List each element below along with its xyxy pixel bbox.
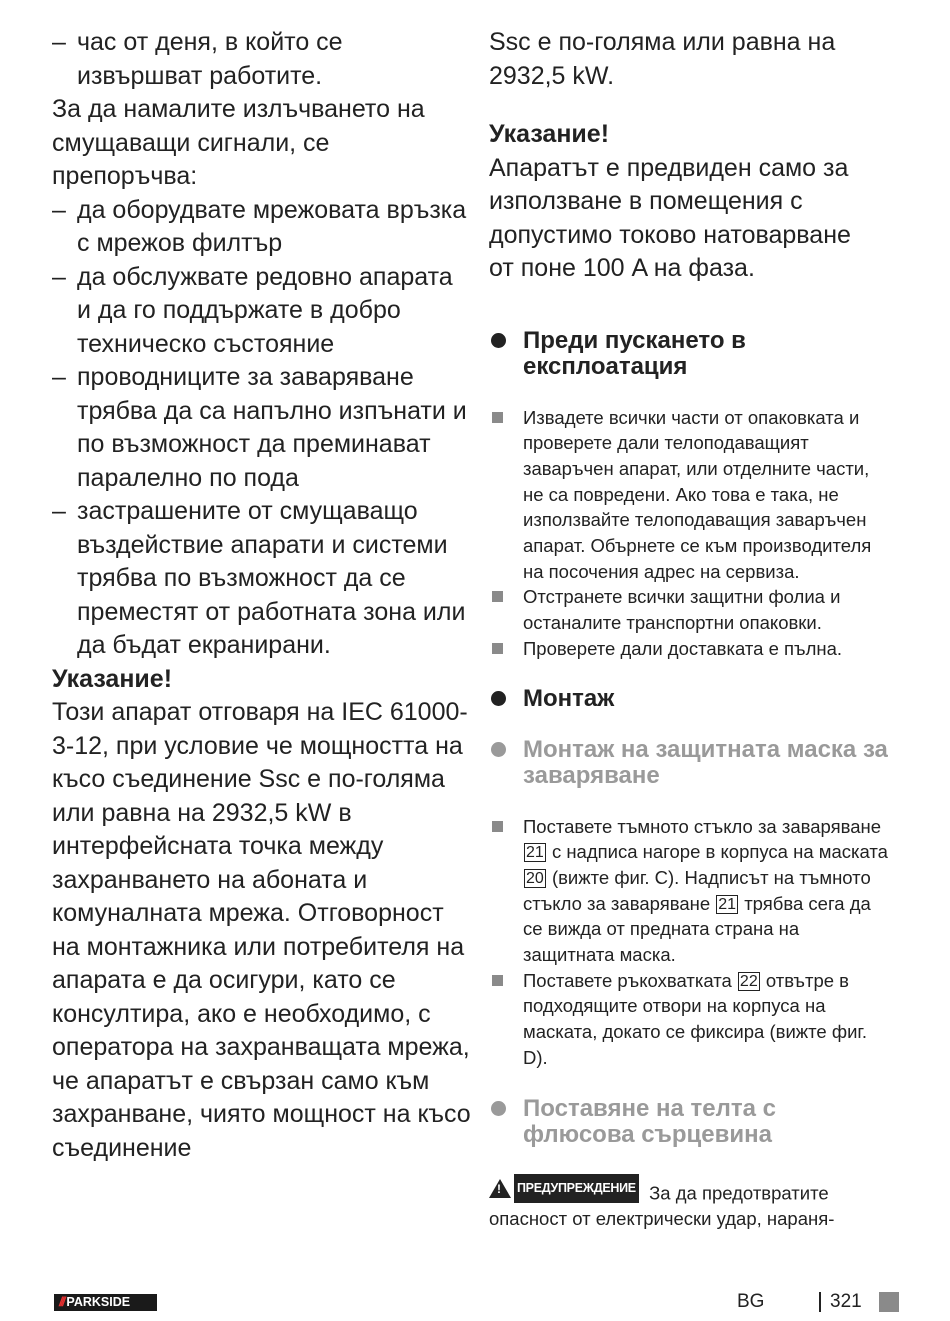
bullet-dot-icon [491,1101,506,1116]
left-column [52,26,472,1165]
part-reference: 21 [526,844,544,862]
warning-badge [489,1174,639,1204]
before-use-list [489,405,899,662]
text-segment: (вижте фиг. C). Надписът на тъмното стъкло за заваряване [523,866,871,914]
section-heading-assembly [489,686,899,712]
list-item: Извадете всички части от опаковката и проверете дали телоподаващият заваръчен апарат, или отделните части, не са повредени. Ако това е така, не използвайте телоподаващия заваръчен апарат. Обърнете се към производителя на посочения адрес на сервиза. [489,405,889,585]
mask-list [489,814,899,1071]
text-segment: Поставете тъмното стъкло за заваряване [523,815,882,837]
part-reference: 21 [718,895,737,913]
list-item: Проверете дали доставката е пълна. [489,636,889,662]
intro-dash-item: – час от деня, в който се извършват работите. [52,26,472,93]
text-segment: трябва сега да се вижда от предната страна на защитната маска. [523,892,871,966]
warning-label: ПРЕДУПРЕЖДЕНИЕ [514,1174,639,1204]
continued-text: Ssc е по-голяма или равна на 2932,5 kW. [489,28,836,90]
section-title: Поставяне на телта с флюсова сърцевина [523,1094,776,1148]
note-heading: Указание! [489,120,610,148]
list-item: – проводниците за заваряване трябва да са напълно изпънати и по възможност да преминават паралелно по пода [52,361,472,495]
section-title: Монтаж на защитната маска за заваряване [523,735,888,789]
section-heading-before-use [489,328,773,380]
note-heading: Указание! [52,664,173,693]
list-item: – да обслужвате редовно апарата и да го поддържате в добро техническо състояние [52,261,472,362]
language-code: BG [737,1291,765,1312]
text-segment: отвътре в подходящите отвори на корпуса на маската, докато се фиксира (вижте фиг. D). [523,969,868,1068]
list-item: – застрашените от смущаващо въздействие апарати и системи трябва по възможност да се преместят от работната зона или да бъдат екранирани. [52,495,472,663]
text-segment: Поставете ръкохватката [523,969,732,991]
list-item [489,814,889,968]
subsection-heading-wire [489,1096,833,1148]
right-column [489,26,899,1231]
page-number: 321 [830,1291,862,1312]
subsection-heading-mask [489,737,893,789]
list-item: Отстранете всички защитни фолиа и останалите транспортни опаковки. [489,584,889,635]
bullet-dot-icon [491,333,506,348]
bullet-dot-icon [491,742,506,757]
warning-triangle-icon: ! [489,1179,511,1198]
text-segment: с надписа нагоре в корпуса на маската [551,841,888,863]
logo-stripes-icon: /// [59,1295,64,1309]
bullet-dot-icon [491,691,506,706]
note-text: Този апарат отговаря на IEC 61000-3-12, при условие че мощността на късо съединение Ssc е по-голяма или равна на 2932,5 kW в интерфейсната точка между захранването на абоната и комуналната мрежа. Отговорност на монтажника или потребителя на апарата е да осигури, като се консултира, ако е необходимо, с оператора на захранващата мрежа, че апаратът е свързан само към захранване, чиято мощност на късо съединение [52,698,471,1162]
intro-paragraph: За да намалите излъчването на смущаващи сигнали, се препоръчва: [52,95,425,190]
warning-text: За да предотвратите опасност от електрически удар, нараня- [489,1181,835,1229]
brand-name: PARKSIDE [66,1295,131,1309]
brand-logo [54,1294,157,1311]
note-text: Апаратът е предвиден само за използване в помещения с допустимо токово натоварване от поне 100 A на фаза. [489,153,851,282]
list-item [489,968,889,1071]
section-title: Преди пускането в експлоатация [523,326,746,380]
page-marker-square [879,1292,899,1312]
part-reference: 20 [526,869,544,887]
section-title: Монтаж [523,684,615,712]
part-reference: 22 [739,972,758,990]
list-item: – да оборудвате мрежовата връзка с мрежов филтър [52,194,472,261]
warning-paragraph [489,1174,889,1232]
footer-divider [819,1292,821,1312]
